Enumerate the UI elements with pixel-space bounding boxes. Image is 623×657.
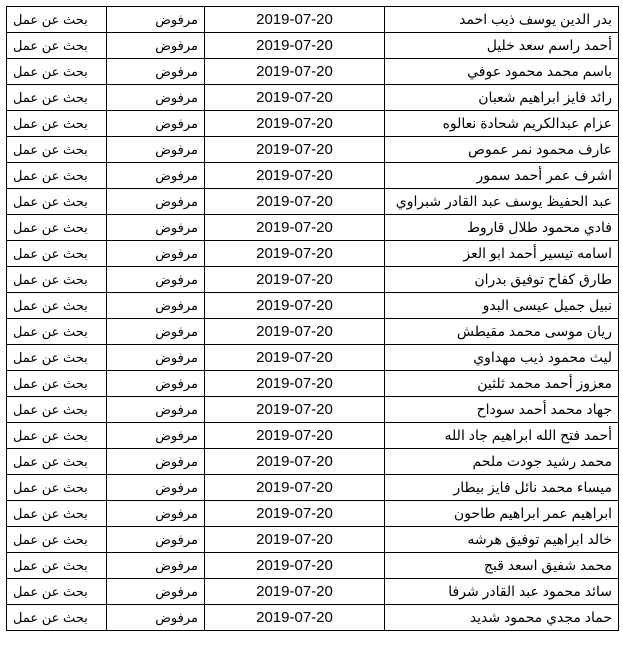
name-cell: عبد الحفيظ يوسف عبد القادر شبراوي — [385, 189, 619, 215]
status-cell: مرفوض — [107, 189, 205, 215]
date-cell: 2019-07-20 — [205, 501, 385, 527]
activity-cell: بحث عن عمل — [7, 397, 107, 423]
date-cell: 2019-07-20 — [205, 553, 385, 579]
applicants-table — [6, 6, 619, 631]
activity-cell: بحث عن عمل — [7, 163, 107, 189]
name-cell: اسامه تيسير أحمد ابو العز — [385, 241, 619, 267]
table-row — [7, 397, 619, 423]
status-cell: مرفوض — [107, 33, 205, 59]
table-row — [7, 605, 619, 631]
date-cell: 2019-07-20 — [205, 397, 385, 423]
table-row — [7, 319, 619, 345]
date-cell: 2019-07-20 — [205, 137, 385, 163]
table-row — [7, 215, 619, 241]
table-row — [7, 449, 619, 475]
status-cell: مرفوض — [107, 163, 205, 189]
status-cell: مرفوض — [107, 85, 205, 111]
name-cell: باسم محمد محمود عوفي — [385, 59, 619, 85]
name-cell: خالد ابراهيم توفيق هرشه — [385, 527, 619, 553]
date-cell: 2019-07-20 — [205, 605, 385, 631]
status-cell: مرفوض — [107, 267, 205, 293]
activity-cell: بحث عن عمل — [7, 319, 107, 345]
table-row — [7, 163, 619, 189]
status-cell: مرفوض — [107, 345, 205, 371]
date-cell: 2019-07-20 — [205, 579, 385, 605]
name-cell: ليث محمود ذيب مهداوي — [385, 345, 619, 371]
date-cell: 2019-07-20 — [205, 293, 385, 319]
table-row — [7, 345, 619, 371]
name-cell: محمد شفيق اسعد قبج — [385, 553, 619, 579]
status-cell: مرفوض — [107, 449, 205, 475]
status-cell: مرفوض — [107, 397, 205, 423]
activity-cell: بحث عن عمل — [7, 371, 107, 397]
status-cell: مرفوض — [107, 501, 205, 527]
date-cell: 2019-07-20 — [205, 527, 385, 553]
status-cell: مرفوض — [107, 215, 205, 241]
table-row — [7, 59, 619, 85]
activity-cell: بحث عن عمل — [7, 423, 107, 449]
name-cell: طارق كفاح توفيق بدران — [385, 267, 619, 293]
table-row — [7, 527, 619, 553]
status-cell: مرفوض — [107, 605, 205, 631]
name-cell: أحمد راسم سعد خليل — [385, 33, 619, 59]
table-row — [7, 111, 619, 137]
activity-cell: بحث عن عمل — [7, 189, 107, 215]
table-row — [7, 293, 619, 319]
status-cell: مرفوض — [107, 371, 205, 397]
date-cell: 2019-07-20 — [205, 111, 385, 137]
name-cell: نبيل جميل عيسى البدو — [385, 293, 619, 319]
name-cell: معزوز أحمد محمد ثلثين — [385, 371, 619, 397]
applicants-table-body — [7, 7, 619, 631]
table-row — [7, 501, 619, 527]
status-cell: مرفوض — [107, 59, 205, 85]
table-row — [7, 85, 619, 111]
activity-cell: بحث عن عمل — [7, 475, 107, 501]
date-cell: 2019-07-20 — [205, 189, 385, 215]
date-cell: 2019-07-20 — [205, 33, 385, 59]
table-row — [7, 241, 619, 267]
table-row — [7, 475, 619, 501]
name-cell: ابراهيم عمر ابراهيم طاحون — [385, 501, 619, 527]
name-cell: عارف محمود نمر عموص — [385, 137, 619, 163]
activity-cell: بحث عن عمل — [7, 111, 107, 137]
status-cell: مرفوض — [107, 137, 205, 163]
date-cell: 2019-07-20 — [205, 59, 385, 85]
activity-cell: بحث عن عمل — [7, 579, 107, 605]
name-cell: ريان موسى محمد مقيطش — [385, 319, 619, 345]
activity-cell: بحث عن عمل — [7, 449, 107, 475]
activity-cell: بحث عن عمل — [7, 241, 107, 267]
activity-cell: بحث عن عمل — [7, 527, 107, 553]
name-cell: رائد فايز ابراهيم شعبان — [385, 85, 619, 111]
date-cell: 2019-07-20 — [205, 475, 385, 501]
date-cell: 2019-07-20 — [205, 423, 385, 449]
activity-cell: بحث عن عمل — [7, 605, 107, 631]
name-cell: فادي محمود طلال قاروط — [385, 215, 619, 241]
activity-cell: بحث عن عمل — [7, 137, 107, 163]
table-row — [7, 267, 619, 293]
date-cell: 2019-07-20 — [205, 241, 385, 267]
table-row — [7, 189, 619, 215]
activity-cell: بحث عن عمل — [7, 553, 107, 579]
activity-cell: بحث عن عمل — [7, 293, 107, 319]
name-cell: أحمد فتح الله ابراهيم جاد الله — [385, 423, 619, 449]
date-cell: 2019-07-20 — [205, 449, 385, 475]
table-row — [7, 33, 619, 59]
date-cell: 2019-07-20 — [205, 215, 385, 241]
name-cell: محمد رشيد جودت ملحم — [385, 449, 619, 475]
date-cell: 2019-07-20 — [205, 267, 385, 293]
table-row — [7, 137, 619, 163]
status-cell: مرفوض — [107, 475, 205, 501]
name-cell: سائد محمود عبد القادر شرفا — [385, 579, 619, 605]
table-row — [7, 579, 619, 605]
name-cell: جهاد محمد أحمد سوداح — [385, 397, 619, 423]
activity-cell: بحث عن عمل — [7, 59, 107, 85]
status-cell: مرفوض — [107, 241, 205, 267]
table-row — [7, 371, 619, 397]
activity-cell: بحث عن عمل — [7, 7, 107, 33]
name-cell: ميساء محمد نائل فايز بيطار — [385, 475, 619, 501]
date-cell: 2019-07-20 — [205, 371, 385, 397]
status-cell: مرفوض — [107, 7, 205, 33]
activity-cell: بحث عن عمل — [7, 85, 107, 111]
activity-cell: بحث عن عمل — [7, 345, 107, 371]
date-cell: 2019-07-20 — [205, 85, 385, 111]
date-cell: 2019-07-20 — [205, 319, 385, 345]
name-cell: حماد مجدي محمود شديد — [385, 605, 619, 631]
name-cell: اشرف عمر أحمد سمور — [385, 163, 619, 189]
activity-cell: بحث عن عمل — [7, 33, 107, 59]
name-cell: عزام عبدالكريم شحادة نعالوه — [385, 111, 619, 137]
date-cell: 2019-07-20 — [205, 163, 385, 189]
status-cell: مرفوض — [107, 553, 205, 579]
table-row — [7, 423, 619, 449]
date-cell: 2019-07-20 — [205, 7, 385, 33]
status-cell: مرفوض — [107, 579, 205, 605]
status-cell: مرفوض — [107, 423, 205, 449]
activity-cell: بحث عن عمل — [7, 501, 107, 527]
activity-cell: بحث عن عمل — [7, 215, 107, 241]
table-row — [7, 7, 619, 33]
table-row — [7, 553, 619, 579]
status-cell: مرفوض — [107, 111, 205, 137]
activity-cell: بحث عن عمل — [7, 267, 107, 293]
name-cell: بدر الدين يوسف ذيب احمد — [385, 7, 619, 33]
date-cell: 2019-07-20 — [205, 345, 385, 371]
status-cell: مرفوض — [107, 527, 205, 553]
status-cell: مرفوض — [107, 319, 205, 345]
status-cell: مرفوض — [107, 293, 205, 319]
